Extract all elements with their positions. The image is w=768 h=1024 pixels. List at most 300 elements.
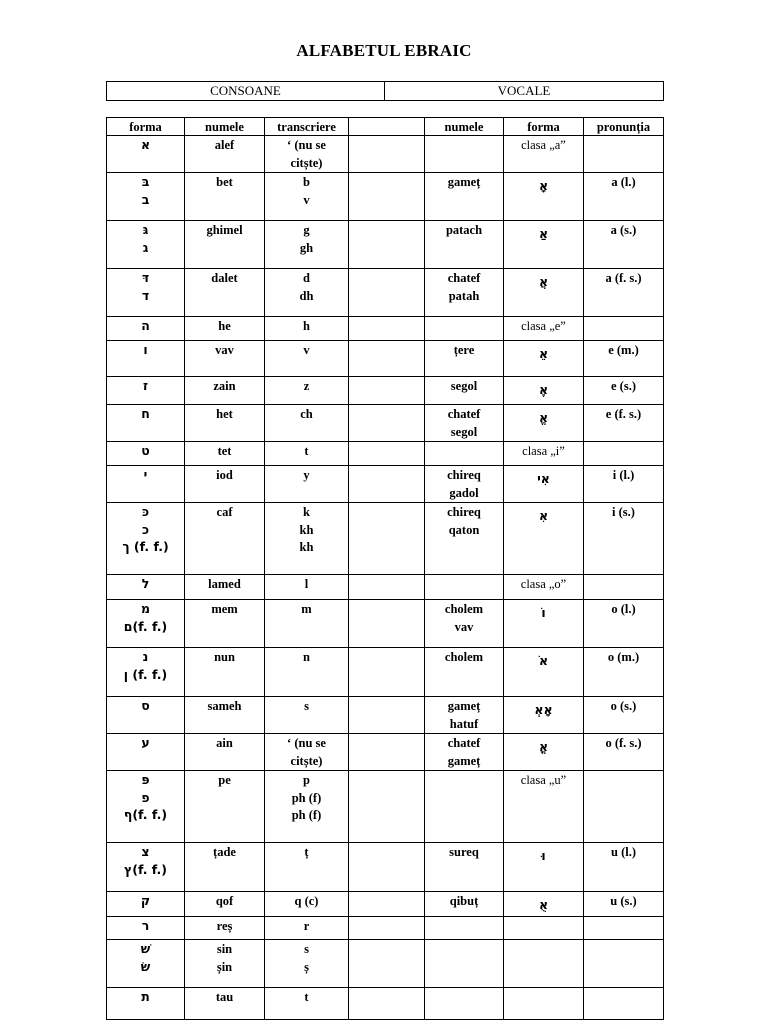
vowel-name-cell xyxy=(425,405,504,442)
vowel-sign: אַ xyxy=(538,226,549,241)
vowel-form-cell xyxy=(504,466,584,503)
trans-line: b xyxy=(303,175,310,189)
transcription-cell xyxy=(265,221,349,269)
pronunciation-cell xyxy=(584,940,664,988)
spacer-cell xyxy=(349,221,425,269)
pronunciation-cell xyxy=(584,575,664,600)
vowel-form-cell xyxy=(504,405,584,442)
vowel-sign: אֱ xyxy=(538,410,549,425)
table-row xyxy=(107,771,664,843)
numele-line: tet xyxy=(217,444,232,458)
vowel-form-cell xyxy=(504,940,584,988)
consonant-name-cell xyxy=(185,697,265,734)
pron-line: o (f. s.) xyxy=(605,736,642,750)
consonant-name-cell xyxy=(185,136,265,173)
vowel-form-cell xyxy=(504,317,584,341)
transcription-cell xyxy=(265,771,349,843)
vowel-sign: אֹ xyxy=(538,653,549,668)
spacer-cell xyxy=(349,442,425,466)
consonant-name-cell xyxy=(185,600,265,648)
transcription-cell xyxy=(265,892,349,917)
vowel-name-cell xyxy=(425,940,504,988)
numele-line: pe xyxy=(218,773,231,787)
vname-line: patach xyxy=(445,223,483,237)
numele-line: vav xyxy=(215,343,234,357)
table-row xyxy=(107,648,664,697)
spacer-cell xyxy=(349,940,425,988)
spacer-cell xyxy=(349,600,425,648)
trans-line: ch xyxy=(300,407,313,421)
vowel-name-cell xyxy=(425,648,504,697)
consonant-form-cell xyxy=(107,341,185,377)
consonant-form-cell xyxy=(107,771,185,843)
pronunciation-cell xyxy=(584,843,664,892)
transcription-cell xyxy=(265,405,349,442)
transcription-cell xyxy=(265,648,349,697)
vowel-class-label: clasa „e” xyxy=(521,319,566,333)
consonant-name-cell xyxy=(185,771,265,843)
pron-line: u (l.) xyxy=(611,845,636,859)
vowel-form-cell xyxy=(504,697,584,734)
hebrew-letter: ץ(f. f.) xyxy=(123,861,168,877)
transcription-cell xyxy=(265,377,349,405)
pronunciation-cell xyxy=(584,377,664,405)
vowel-name-cell xyxy=(425,442,504,466)
table-row xyxy=(107,940,664,988)
pronunciation-cell xyxy=(584,600,664,648)
vowel-name-cell xyxy=(425,892,504,917)
numele-line: mem xyxy=(211,602,238,616)
spacer-cell xyxy=(349,648,425,697)
trans-line: t xyxy=(304,444,309,458)
pron-line: o (s.) xyxy=(610,699,637,713)
trans-line: ț xyxy=(304,845,309,859)
transcription-cell xyxy=(265,988,349,1020)
vowel-sign: אֵ xyxy=(538,346,549,361)
consonant-form-cell xyxy=(107,575,185,600)
table-row xyxy=(107,697,664,734)
spacer-cell xyxy=(349,466,425,503)
pron-line: o (m.) xyxy=(607,650,640,664)
trans-line: p xyxy=(303,773,310,787)
numele-line: dalet xyxy=(211,271,238,285)
pronunciation-cell xyxy=(584,405,664,442)
vowel-form-cell xyxy=(504,442,584,466)
vowel-sign: אֲ xyxy=(538,274,549,289)
consonant-name-cell xyxy=(185,269,265,317)
consonant-form-cell xyxy=(107,442,185,466)
vname-line: gadol xyxy=(449,485,479,500)
spacer-cell xyxy=(349,771,425,843)
trans-line: ph (f) xyxy=(291,808,322,822)
trans-line: r xyxy=(303,919,310,933)
trans-line: z xyxy=(303,379,310,393)
pron-line: a (f. s.) xyxy=(605,271,642,285)
vowel-name-cell xyxy=(425,503,504,575)
vowel-form-cell xyxy=(504,341,584,377)
numele-line: lamed xyxy=(208,577,241,591)
consonant-name-cell xyxy=(185,988,265,1020)
table-row xyxy=(107,734,664,771)
trans-line: v xyxy=(303,192,310,207)
pronunciation-cell xyxy=(584,269,664,317)
table-row xyxy=(107,843,664,892)
hebrew-letter: ל xyxy=(141,576,150,591)
trans-line: m xyxy=(301,602,312,616)
transcription-cell xyxy=(265,843,349,892)
vowel-name-cell xyxy=(425,843,504,892)
trans-line: v xyxy=(303,343,310,357)
spacer-cell xyxy=(349,269,425,317)
vowel-form-cell xyxy=(504,377,584,405)
vname-line: chireq xyxy=(447,468,481,482)
col-header-spacer xyxy=(349,118,425,136)
hebrew-letter: ת xyxy=(141,989,150,1004)
table-row xyxy=(107,892,664,917)
vname-line: qibuț xyxy=(449,894,479,908)
transcription-cell xyxy=(265,317,349,341)
trans-line: kh xyxy=(299,522,314,537)
spacer-cell xyxy=(349,917,425,940)
consonant-form-cell xyxy=(107,988,185,1020)
pron-line: u (s.) xyxy=(610,894,637,908)
pronunciation-cell xyxy=(584,892,664,917)
section-header-table xyxy=(106,81,664,101)
hebrew-letter: ב xyxy=(141,191,150,207)
consonant-form-cell xyxy=(107,317,185,341)
hebrew-letter: י xyxy=(143,467,148,482)
numele-line: zain xyxy=(213,379,236,393)
transcription-cell xyxy=(265,269,349,317)
consonant-name-cell xyxy=(185,341,265,377)
hebrew-letter: ז xyxy=(142,378,148,393)
transcription-cell xyxy=(265,466,349,503)
vname-line: segol xyxy=(450,424,478,439)
transcription-cell xyxy=(265,734,349,771)
pronunciation-cell xyxy=(584,317,664,341)
vowel-form-cell xyxy=(504,771,584,843)
alphabet-table xyxy=(106,117,664,1020)
hebrew-letter: ף(f. f.) xyxy=(123,807,168,822)
hebrew-letter: פ xyxy=(141,789,150,805)
table-row xyxy=(107,317,664,341)
vname-line: sureq xyxy=(449,845,479,859)
consonant-form-cell xyxy=(107,377,185,405)
vname-line: vav xyxy=(454,619,474,634)
vowel-form-cell xyxy=(504,648,584,697)
consonant-name-cell xyxy=(185,940,265,988)
vowel-form-cell xyxy=(504,917,584,940)
vname-line: gameț xyxy=(447,699,481,713)
col-header-vowel-forma: forma xyxy=(504,118,584,136)
consonant-form-cell xyxy=(107,221,185,269)
hebrew-letter: כּ xyxy=(141,504,150,519)
numele-line: bet xyxy=(216,175,233,189)
consonant-name-cell xyxy=(185,405,265,442)
vname-line: hatuf xyxy=(449,716,479,731)
hebrew-letter: ו xyxy=(143,342,148,357)
transcription-cell xyxy=(265,917,349,940)
hebrew-letter: ם(f. f.) xyxy=(123,618,168,634)
consonant-name-cell xyxy=(185,173,265,221)
trans-line: ʻ (nu se xyxy=(287,736,326,750)
pron-line: o (l.) xyxy=(611,602,636,616)
pron-line: e (f. s.) xyxy=(605,407,642,421)
pronunciation-cell xyxy=(584,221,664,269)
numele-line: tau xyxy=(215,990,234,1004)
col-header-vowel-numele: numele xyxy=(425,118,504,136)
vowel-sign: אִי xyxy=(537,471,550,486)
hebrew-letter: ד xyxy=(141,287,150,303)
trans-line: citște) xyxy=(290,753,323,768)
trans-line: k xyxy=(303,505,310,519)
consonant-name-cell xyxy=(185,377,265,405)
pronunciation-cell xyxy=(584,697,664,734)
transcription-cell xyxy=(265,136,349,173)
spacer-cell xyxy=(349,843,425,892)
pronunciation-cell xyxy=(584,503,664,575)
consonant-form-cell xyxy=(107,697,185,734)
trans-line: g xyxy=(303,223,310,237)
vname-line: segol xyxy=(450,379,478,393)
trans-line: s xyxy=(304,942,309,956)
table-row xyxy=(107,466,664,503)
vowel-sign: אִ xyxy=(538,508,549,523)
numele-line: țade xyxy=(213,845,236,859)
hebrew-letter: ט xyxy=(141,443,150,458)
transcription-cell xyxy=(265,575,349,600)
table-row xyxy=(107,503,664,575)
consonant-form-cell xyxy=(107,940,185,988)
hebrew-letter: דּ xyxy=(141,270,150,285)
numele-line: qof xyxy=(215,894,234,908)
spacer-cell xyxy=(349,317,425,341)
consonant-form-cell xyxy=(107,648,185,697)
vowel-name-cell xyxy=(425,317,504,341)
vowel-name-cell xyxy=(425,136,504,173)
vowel-name-cell xyxy=(425,988,504,1020)
hebrew-letter: שׁ xyxy=(140,941,151,956)
consonants-header: CONSOANE xyxy=(107,82,385,101)
vname-line: chireq xyxy=(447,505,481,519)
hebrew-letter: ק xyxy=(140,893,151,908)
trans-line: s xyxy=(304,699,309,713)
hebrew-letter: ג xyxy=(142,239,149,255)
spacer-cell xyxy=(349,405,425,442)
trans-line: ș xyxy=(304,959,309,974)
pron-line: a (l.) xyxy=(611,175,636,189)
consonant-name-cell xyxy=(185,892,265,917)
numele-line: reș xyxy=(216,919,233,933)
consonant-name-cell xyxy=(185,317,265,341)
trans-line: q (c) xyxy=(294,894,319,908)
hebrew-letter: בּ xyxy=(141,174,150,189)
hebrew-letter: א xyxy=(140,137,151,152)
hebrew-letter: ע xyxy=(141,735,150,750)
numele-line: nun xyxy=(214,650,235,664)
trans-line: y xyxy=(303,468,310,482)
vowel-name-cell xyxy=(425,917,504,940)
consonant-name-cell xyxy=(185,734,265,771)
table-row xyxy=(107,136,664,173)
vowel-form-cell xyxy=(504,575,584,600)
vowel-name-cell xyxy=(425,269,504,317)
vowel-sign: אָאְ xyxy=(534,702,553,717)
consonant-form-cell xyxy=(107,173,185,221)
vowel-name-cell xyxy=(425,377,504,405)
vowel-name-cell xyxy=(425,697,504,734)
pronunciation-cell xyxy=(584,466,664,503)
vowel-form-cell xyxy=(504,221,584,269)
pron-line: i (s.) xyxy=(612,505,635,519)
pronunciation-cell xyxy=(584,173,664,221)
trans-line: l xyxy=(304,577,309,591)
spacer-cell xyxy=(349,697,425,734)
vowel-name-cell xyxy=(425,173,504,221)
consonant-form-cell xyxy=(107,269,185,317)
pronunciation-cell xyxy=(584,442,664,466)
col-header-pronuntia: pronunția xyxy=(584,118,664,136)
transcription-cell xyxy=(265,341,349,377)
pronunciation-cell xyxy=(584,734,664,771)
transcription-cell xyxy=(265,600,349,648)
numele-line: het xyxy=(216,407,233,421)
vowel-form-cell xyxy=(504,988,584,1020)
numele-line: caf xyxy=(216,505,233,519)
transcription-cell xyxy=(265,940,349,988)
vowel-form-cell xyxy=(504,734,584,771)
numele-line: sameh xyxy=(207,699,242,713)
vname-line: chatef xyxy=(447,407,481,421)
pron-line: e (s.) xyxy=(611,379,636,393)
vowel-form-cell xyxy=(504,600,584,648)
consonant-form-cell xyxy=(107,466,185,503)
vowel-name-cell xyxy=(425,221,504,269)
consonant-name-cell xyxy=(185,843,265,892)
vowel-sign: וּ xyxy=(541,848,546,863)
vowel-name-cell xyxy=(425,341,504,377)
vname-line: qaton xyxy=(448,522,480,537)
vname-line: gameț xyxy=(447,175,481,189)
col-header-forma: forma xyxy=(107,118,185,136)
vowel-sign: אָ xyxy=(538,178,549,193)
vname-line: gameț xyxy=(447,753,481,768)
numele-line: ain xyxy=(216,736,233,750)
numele-line: ghimel xyxy=(206,223,243,237)
vowel-sign: אֶ xyxy=(538,382,549,397)
consonant-name-cell xyxy=(185,648,265,697)
transcription-cell xyxy=(265,442,349,466)
trans-line: dh xyxy=(299,288,314,303)
hebrew-letter: ר xyxy=(141,918,150,933)
table-row xyxy=(107,341,664,377)
page-title: ALFABETUL EBRAIC xyxy=(296,41,472,60)
consonant-form-cell xyxy=(107,136,185,173)
hebrew-letter: ס xyxy=(141,698,150,713)
vname-line: chatef xyxy=(447,271,481,285)
vowel-sign: אֻ xyxy=(538,897,549,912)
numele-line: alef xyxy=(214,138,235,152)
pronunciation-cell xyxy=(584,341,664,377)
table-row xyxy=(107,988,664,1020)
vowels-header: VOCALE xyxy=(385,82,664,101)
pronunciation-cell xyxy=(584,988,664,1020)
hebrew-letter: כ xyxy=(141,521,150,537)
pron-line: a (s.) xyxy=(610,223,637,237)
trans-line: kh xyxy=(299,540,314,554)
vowel-form-cell xyxy=(504,269,584,317)
vowel-name-cell xyxy=(425,771,504,843)
pronunciation-cell xyxy=(584,136,664,173)
vowel-form-cell xyxy=(504,173,584,221)
vname-line: cholem xyxy=(444,650,484,664)
hebrew-letter: שׂ xyxy=(140,958,151,974)
trans-line: h xyxy=(303,319,310,333)
consonant-name-cell xyxy=(185,221,265,269)
trans-line: ph (f) xyxy=(291,790,322,805)
vname-line: țere xyxy=(453,343,475,357)
vname-line: cholem xyxy=(444,602,484,616)
hebrew-letter: גּ xyxy=(142,222,149,237)
col-header-transcriere: transcriere xyxy=(265,118,349,136)
vowel-class-label: clasa „o” xyxy=(520,577,567,591)
pronunciation-cell xyxy=(584,648,664,697)
spacer-cell xyxy=(349,988,425,1020)
consonant-form-cell xyxy=(107,917,185,940)
table-row xyxy=(107,173,664,221)
transcription-cell xyxy=(265,173,349,221)
spacer-cell xyxy=(349,734,425,771)
vname-line: chatef xyxy=(447,736,481,750)
trans-line: d xyxy=(303,271,310,285)
col-header-numele: numele xyxy=(185,118,265,136)
table-row xyxy=(107,221,664,269)
trans-line: t xyxy=(304,990,309,1004)
transcription-cell xyxy=(265,697,349,734)
table-row xyxy=(107,917,664,940)
hebrew-letter: ן (f. f.) xyxy=(123,666,168,682)
pronunciation-cell xyxy=(584,771,664,843)
consonant-name-cell xyxy=(185,466,265,503)
pron-line: e (m.) xyxy=(608,343,639,357)
hebrew-letter: מ xyxy=(140,601,151,616)
vowel-sign: וֹ xyxy=(541,605,546,620)
consonant-form-cell xyxy=(107,892,185,917)
spacer-cell xyxy=(349,136,425,173)
trans-line: gh xyxy=(299,240,314,255)
consonant-name-cell xyxy=(185,917,265,940)
vowel-name-cell xyxy=(425,600,504,648)
vowel-name-cell xyxy=(425,575,504,600)
spacer-cell xyxy=(349,575,425,600)
transcription-cell xyxy=(265,503,349,575)
vowel-form-cell xyxy=(504,503,584,575)
numele-line: șin xyxy=(216,959,233,974)
spacer-cell xyxy=(349,377,425,405)
spacer-cell xyxy=(349,892,425,917)
vowel-name-cell xyxy=(425,734,504,771)
consonant-form-cell xyxy=(107,503,185,575)
hebrew-letter: ה xyxy=(141,318,150,333)
hebrew-letter: פּ xyxy=(141,772,150,787)
numele-line: sin xyxy=(216,942,233,956)
spacer-cell xyxy=(349,341,425,377)
spacer-cell xyxy=(349,503,425,575)
vowel-sign: אֳ xyxy=(538,739,549,754)
table-row xyxy=(107,377,664,405)
hebrew-letter: צ xyxy=(141,844,150,859)
hebrew-letter: ח xyxy=(141,406,150,421)
